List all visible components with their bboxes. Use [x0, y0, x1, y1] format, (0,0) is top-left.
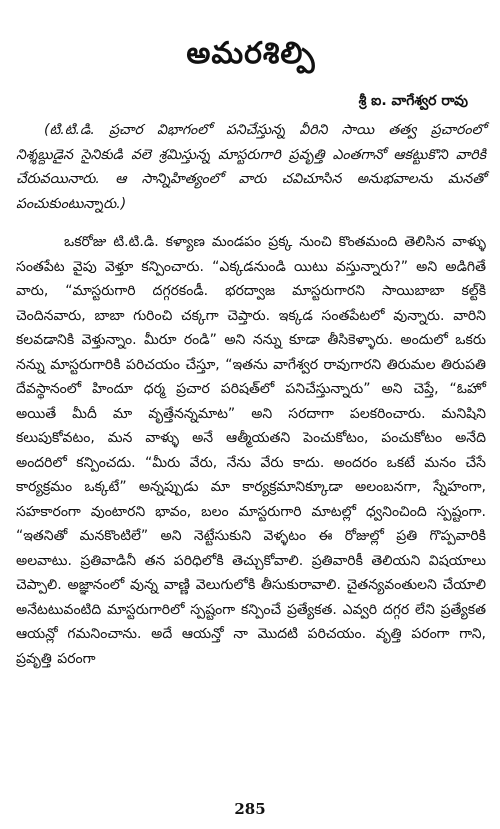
chapter-title: అమరశిల్పి [186, 36, 316, 71]
intro-paragraph: (టి.టి.డి. ప్రచార విభాగంలో పనిచేస్తున్న వీరిని సాయి తత్వ ప్రచారంలో నిశ్శబ్దుడైన సైనికుడి వలె శ్రమిస్తున్న మాస్టరుగారి ప్రవృత్తి ఎంతగానో ఆకట్టుకొని వారికి చేరువయినారు. ఆ సాన్నిహిత్యంలో వారు చవిచూసిన అనుభవాలను మనతో పంచుకుంటున్నారు.) [16, 122, 486, 212]
page-number: 285 [234, 800, 266, 818]
author-name: శ్రీ ఐ. వాగేశ్వర రావు [358, 93, 468, 109]
body-paragraph: ఒకరోజు టి.టి.డి. కళ్యాణ మండపం ప్రక్క నుంచి కొంతమంది తెలిసిన వాళ్ళు సంతపేట వైపు వెళ్తూ కన్పించారు. “ఎక్కడనుండి యిటు వస్తున్నారు?” అని అడిగితే వారు, “మాస్టరుగారి దగ్గరకండీ. భరద్వాజ మాస్టరుగారని సాయిబాబా కల్ట్‌కి చెందినవారు, బాబా గురించి చక్కగా చెప్తారు. ఇక్కడ సంతపేటలో వున్నారు. వారిని కలవడానికి వెళ్తున్నాం. మీరూ రండి” అని నన్ను కూడా తీసికెళ్ళారు. అందులో ఒకరు నన్ను మాస్టరుగారికి పరిచయం చేస్తూ, “ఇతను వాగేశ్వర రావుగారని తిరుమల తిరుపతి దేవస్థానంలో హిందూ ధర్మ ప్రచార పరిషత్‌లో పనిచేస్తున్నారు” అని చెప్తే, “ఓహో అయితే మీదీ మా వృత్తేనన్నమాట” అని సరదాగా పలకరించారు. మనిషిని కలుపుకోవటం, మన వాళ్ళు అనే ఆత్మీయతని పెంచుకోటం, పంచుకోటం అనేది అందరిలో కన్పించదు. “మీరు వేరు, నేను వేరు కాదు. అందరం ఒకటే మనం చేసే కార్యక్రమం ఒక్కటే” అన్నప్పుడు మా కార్యక్రమానిక్కూడా అలంబనగా, స్నేహంగా, సహకారంగా వుంటారని భావం, బలం మాస్టరుగారి మాటల్లో ధ్వనించింది స్పష్టంగా. “ఇతనితో మనకొంటిలే” అని నెట్టేసుకుని వెళ్ళటం ఈ రోజుల్లో ప్రతి గొప్పవారికి అలవాటు. ప్రతివాడినీ తన పరిధిలోకి తెచ్చుకోవాలి. ప్రతివారికీ తెలియని విషయాలు చెప్పాలి. అజ్ఞానంలో వున్న వాణ్ణి వెలుగులోకి తీసుకురావాలి. చైతన్యవంతులని చేయాలి అనేటటువంటిది మాస్టరుగారిలో స్పష్టంగా కన్పించే ప్రత్యేకత. ఎవ్వరి దగ్గర లేని ప్రత్యేకత ఆయన్లో గమనించాను. అదే ఆయన్తో నా మొదటి పరిచయం. వృత్తి పరంగా గాని, ప్రవృత్తి పరంగా [16, 234, 486, 667]
